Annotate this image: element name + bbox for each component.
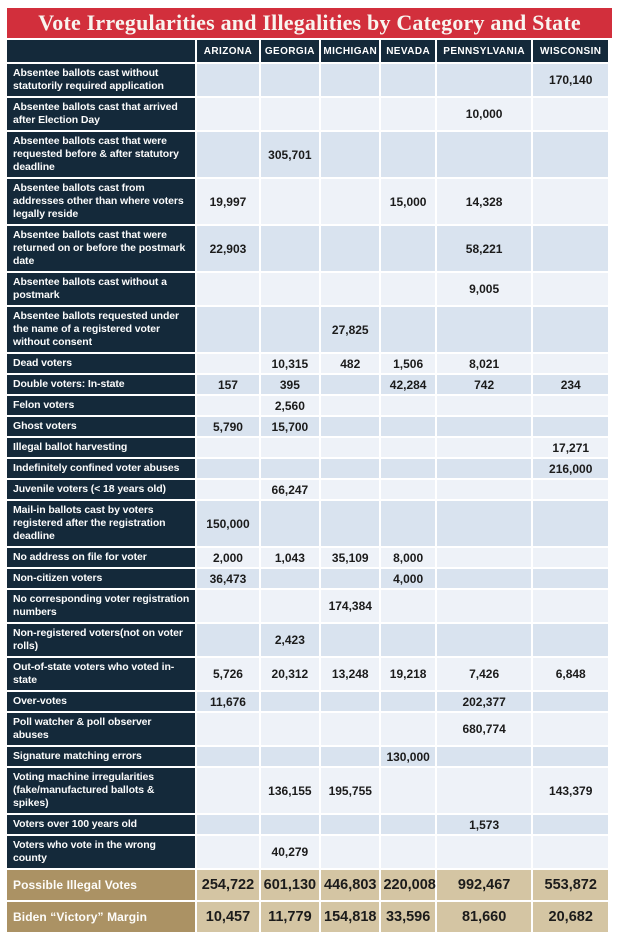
value-cell-nevada: 42,284	[381, 375, 434, 394]
table-row	[7, 273, 608, 305]
value-cell-arizona: 254,722	[197, 870, 258, 900]
category-label: Out-of-state voters who voted in-state	[7, 658, 195, 690]
value-cell-wisconsin	[533, 692, 608, 711]
value-cell-georgia	[261, 98, 319, 130]
value-cell-wisconsin	[533, 548, 608, 567]
value-cell-pennsylvania: 680,774	[437, 713, 532, 745]
value-cell-nevada: 19,218	[381, 658, 434, 690]
value-cell-michigan	[321, 98, 379, 130]
value-cell-wisconsin: 216,000	[533, 459, 608, 478]
value-cell-pennsylvania: 742	[437, 375, 532, 394]
category-label: Absentee ballots cast that were returned on or before the postmark date	[7, 226, 195, 271]
value-cell-michigan	[321, 226, 379, 271]
value-cell-michigan: 446,803	[321, 870, 379, 900]
value-cell-georgia	[261, 692, 319, 711]
value-cell-michigan: 482	[321, 354, 379, 373]
value-cell-pennsylvania: 9,005	[437, 273, 532, 305]
category-label: Absentee ballots cast without statutorily required application	[7, 64, 195, 96]
value-cell-nevada: 1,506	[381, 354, 434, 373]
value-cell-arizona: 157	[197, 375, 258, 394]
table-row	[7, 870, 608, 900]
value-cell-pennsylvania	[437, 64, 532, 96]
value-cell-nevada	[381, 273, 434, 305]
value-cell-pennsylvania	[437, 590, 532, 622]
value-cell-wisconsin	[533, 480, 608, 499]
value-cell-arizona	[197, 396, 258, 415]
value-cell-michigan	[321, 396, 379, 415]
value-cell-nevada: 8,000	[381, 548, 434, 567]
value-cell-michigan	[321, 713, 379, 745]
value-cell-michigan: 154,818	[321, 902, 379, 932]
value-cell-arizona: 5,726	[197, 658, 258, 690]
value-cell-arizona: 150,000	[197, 501, 258, 546]
value-cell-nevada	[381, 836, 434, 868]
value-cell-arizona	[197, 64, 258, 96]
value-cell-georgia	[261, 501, 319, 546]
table-row	[7, 179, 608, 224]
category-label: Dead voters	[7, 354, 195, 373]
value-cell-georgia	[261, 226, 319, 271]
column-header-georgia: GEORGIA	[261, 40, 319, 62]
table-row	[7, 64, 608, 96]
table-row	[7, 590, 608, 622]
table-row	[7, 480, 608, 499]
category-label: Illegal ballot harvesting	[7, 438, 195, 457]
column-header-arizona: ARIZONA	[197, 40, 258, 62]
value-cell-nevada: 4,000	[381, 569, 434, 588]
value-cell-nevada	[381, 590, 434, 622]
value-cell-nevada: 220,008	[381, 870, 434, 900]
table-row	[7, 132, 608, 177]
value-cell-arizona	[197, 590, 258, 622]
value-cell-georgia: 40,279	[261, 836, 319, 868]
table-row	[7, 354, 608, 373]
value-cell-pennsylvania	[437, 459, 532, 478]
value-cell-wisconsin: 143,379	[533, 768, 608, 813]
table-row	[7, 438, 608, 457]
summary-label: Possible Illegal Votes	[7, 870, 195, 900]
value-cell-pennsylvania	[437, 480, 532, 499]
value-cell-wisconsin: 553,872	[533, 870, 608, 900]
value-cell-arizona: 36,473	[197, 569, 258, 588]
value-cell-pennsylvania	[437, 417, 532, 436]
category-label: Absentee ballots cast without a postmark	[7, 273, 195, 305]
value-cell-pennsylvania	[437, 569, 532, 588]
value-cell-georgia: 601,130	[261, 870, 319, 900]
value-cell-michigan	[321, 375, 379, 394]
value-cell-wisconsin: 6,848	[533, 658, 608, 690]
value-cell-wisconsin	[533, 417, 608, 436]
value-cell-michigan	[321, 836, 379, 868]
value-cell-pennsylvania: 202,377	[437, 692, 532, 711]
value-cell-pennsylvania: 1,573	[437, 815, 532, 834]
value-cell-nevada	[381, 501, 434, 546]
category-label: Indefinitely confined voter abuses	[7, 459, 195, 478]
value-cell-nevada	[381, 624, 434, 656]
category-label: No address on file for voter	[7, 548, 195, 567]
value-cell-nevada: 15,000	[381, 179, 434, 224]
value-cell-pennsylvania: 14,328	[437, 179, 532, 224]
value-cell-michigan	[321, 64, 379, 96]
value-cell-georgia	[261, 459, 319, 478]
value-cell-pennsylvania	[437, 132, 532, 177]
column-header-michigan: MICHIGAN	[321, 40, 379, 62]
table-row	[7, 768, 608, 813]
value-cell-arizona	[197, 354, 258, 373]
table-row	[7, 501, 608, 546]
value-cell-pennsylvania	[437, 396, 532, 415]
category-label: Voters who vote in the wrong county	[7, 836, 195, 868]
table-row	[7, 658, 608, 690]
value-cell-michigan: 195,755	[321, 768, 379, 813]
value-cell-michigan	[321, 179, 379, 224]
value-cell-georgia	[261, 64, 319, 96]
table-row	[7, 396, 608, 415]
value-cell-georgia: 20,312	[261, 658, 319, 690]
value-cell-wisconsin	[533, 747, 608, 766]
value-cell-michigan	[321, 692, 379, 711]
value-cell-wisconsin	[533, 354, 608, 373]
table-row	[7, 375, 608, 394]
value-cell-wisconsin	[533, 226, 608, 271]
value-cell-arizona	[197, 98, 258, 130]
category-label: Mail-in ballots cast by voters registered after the registration deadline	[7, 501, 195, 546]
category-label: Felon voters	[7, 396, 195, 415]
category-label: Over-votes	[7, 692, 195, 711]
category-label: Ghost voters	[7, 417, 195, 436]
category-label: Voting machine irregularities (fake/manufactured ballots & spikes)	[7, 768, 195, 813]
table-row	[7, 307, 608, 352]
value-cell-michigan	[321, 438, 379, 457]
table-row	[7, 459, 608, 478]
irregularities-table	[5, 38, 610, 934]
value-cell-georgia	[261, 179, 319, 224]
value-cell-arizona	[197, 132, 258, 177]
value-cell-michigan	[321, 132, 379, 177]
value-cell-pennsylvania	[437, 438, 532, 457]
table-row	[7, 902, 608, 932]
value-cell-georgia: 66,247	[261, 480, 319, 499]
value-cell-wisconsin: 17,271	[533, 438, 608, 457]
value-cell-pennsylvania	[437, 768, 532, 813]
value-cell-wisconsin	[533, 307, 608, 352]
value-cell-nevada	[381, 307, 434, 352]
value-cell-wisconsin	[533, 590, 608, 622]
category-label: Poll watcher & poll observer abuses	[7, 713, 195, 745]
value-cell-nevada	[381, 438, 434, 457]
value-cell-georgia	[261, 438, 319, 457]
value-cell-georgia: 1,043	[261, 548, 319, 567]
value-cell-arizona	[197, 624, 258, 656]
value-cell-pennsylvania: 8,021	[437, 354, 532, 373]
table-row	[7, 713, 608, 745]
value-cell-wisconsin	[533, 713, 608, 745]
value-cell-georgia: 2,423	[261, 624, 319, 656]
value-cell-pennsylvania	[437, 501, 532, 546]
value-cell-georgia	[261, 590, 319, 622]
value-cell-michigan: 27,825	[321, 307, 379, 352]
value-cell-michigan	[321, 417, 379, 436]
value-cell-nevada	[381, 480, 434, 499]
value-cell-wisconsin: 20,682	[533, 902, 608, 932]
value-cell-georgia	[261, 273, 319, 305]
value-cell-georgia	[261, 747, 319, 766]
category-label: Absentee ballots cast from addresses other than where voters legally reside	[7, 179, 195, 224]
category-label: Absentee ballots cast that were requested before & after statutory deadline	[7, 132, 195, 177]
category-label: Double voters: In-state	[7, 375, 195, 394]
category-label: Signature matching errors	[7, 747, 195, 766]
table-row	[7, 836, 608, 868]
value-cell-pennsylvania	[437, 548, 532, 567]
page-title: Vote Irregularities and Illegalities by Category and State	[7, 8, 612, 38]
table-row	[7, 226, 608, 271]
value-cell-pennsylvania	[437, 624, 532, 656]
value-cell-michigan	[321, 273, 379, 305]
value-cell-georgia	[261, 569, 319, 588]
value-cell-wisconsin: 170,140	[533, 64, 608, 96]
column-header-row	[7, 40, 608, 62]
value-cell-pennsylvania: 58,221	[437, 226, 532, 271]
category-label: Juvenile voters (< 18 years old)	[7, 480, 195, 499]
value-cell-nevada	[381, 692, 434, 711]
value-cell-pennsylvania	[437, 747, 532, 766]
value-cell-arizona	[197, 480, 258, 499]
value-cell-nevada	[381, 713, 434, 745]
table-row	[7, 417, 608, 436]
value-cell-arizona: 19,997	[197, 179, 258, 224]
value-cell-nevada: 130,000	[381, 747, 434, 766]
value-cell-georgia	[261, 307, 319, 352]
table-body	[7, 64, 608, 932]
value-cell-pennsylvania: 992,467	[437, 870, 532, 900]
category-label: No corresponding voter registration numbers	[7, 590, 195, 622]
value-cell-arizona	[197, 836, 258, 868]
value-cell-georgia	[261, 713, 319, 745]
category-label: Non-citizen voters	[7, 569, 195, 588]
value-cell-nevada	[381, 64, 434, 96]
table-row	[7, 569, 608, 588]
value-cell-michigan	[321, 569, 379, 588]
category-label: Non-registered voters(not on voter rolls)	[7, 624, 195, 656]
value-cell-georgia: 2,560	[261, 396, 319, 415]
category-label: Absentee ballots requested under the name of a registered voter without consent	[7, 307, 195, 352]
value-cell-wisconsin	[533, 98, 608, 130]
value-cell-wisconsin	[533, 179, 608, 224]
value-cell-michigan: 35,109	[321, 548, 379, 567]
value-cell-georgia: 11,779	[261, 902, 319, 932]
value-cell-michigan: 13,248	[321, 658, 379, 690]
value-cell-nevada	[381, 396, 434, 415]
value-cell-arizona	[197, 459, 258, 478]
value-cell-arizona: 22,903	[197, 226, 258, 271]
value-cell-arizona: 10,457	[197, 902, 258, 932]
value-cell-pennsylvania: 81,660	[437, 902, 532, 932]
corner-cell	[7, 40, 195, 62]
value-cell-wisconsin	[533, 569, 608, 588]
value-cell-nevada	[381, 98, 434, 130]
column-header-nevada: NEVADA	[381, 40, 434, 62]
value-cell-arizona: 2,000	[197, 548, 258, 567]
value-cell-wisconsin	[533, 501, 608, 546]
value-cell-wisconsin	[533, 273, 608, 305]
value-cell-michigan: 174,384	[321, 590, 379, 622]
value-cell-arizona	[197, 438, 258, 457]
value-cell-wisconsin	[533, 396, 608, 415]
value-cell-georgia: 10,315	[261, 354, 319, 373]
value-cell-wisconsin	[533, 836, 608, 868]
value-cell-michigan	[321, 501, 379, 546]
value-cell-arizona	[197, 307, 258, 352]
value-cell-georgia: 136,155	[261, 768, 319, 813]
value-cell-arizona: 5,790	[197, 417, 258, 436]
value-cell-pennsylvania: 7,426	[437, 658, 532, 690]
value-cell-nevada	[381, 417, 434, 436]
table-row	[7, 747, 608, 766]
value-cell-arizona	[197, 747, 258, 766]
value-cell-georgia: 15,700	[261, 417, 319, 436]
value-cell-nevada	[381, 768, 434, 813]
column-header-pennsylvania: PENNSYLVANIA	[437, 40, 532, 62]
value-cell-georgia: 395	[261, 375, 319, 394]
value-cell-nevada	[381, 132, 434, 177]
value-cell-michigan	[321, 459, 379, 478]
table-row	[7, 692, 608, 711]
category-label: Voters over 100 years old	[7, 815, 195, 834]
value-cell-arizona	[197, 768, 258, 813]
table-row	[7, 98, 608, 130]
summary-label: Biden “Victory” Margin	[7, 902, 195, 932]
value-cell-nevada	[381, 459, 434, 478]
value-cell-michigan	[321, 624, 379, 656]
value-cell-nevada	[381, 226, 434, 271]
value-cell-arizona: 11,676	[197, 692, 258, 711]
value-cell-pennsylvania: 10,000	[437, 98, 532, 130]
category-label: Absentee ballots cast that arrived after Election Day	[7, 98, 195, 130]
value-cell-michigan	[321, 480, 379, 499]
value-cell-arizona	[197, 273, 258, 305]
table-row	[7, 624, 608, 656]
value-cell-nevada: 33,596	[381, 902, 434, 932]
value-cell-wisconsin: 234	[533, 375, 608, 394]
value-cell-wisconsin	[533, 624, 608, 656]
value-cell-georgia: 305,701	[261, 132, 319, 177]
value-cell-wisconsin	[533, 132, 608, 177]
value-cell-pennsylvania	[437, 307, 532, 352]
column-header-wisconsin: WISCONSIN	[533, 40, 608, 62]
value-cell-pennsylvania	[437, 836, 532, 868]
table-row	[7, 548, 608, 567]
value-cell-arizona	[197, 713, 258, 745]
value-cell-michigan	[321, 747, 379, 766]
